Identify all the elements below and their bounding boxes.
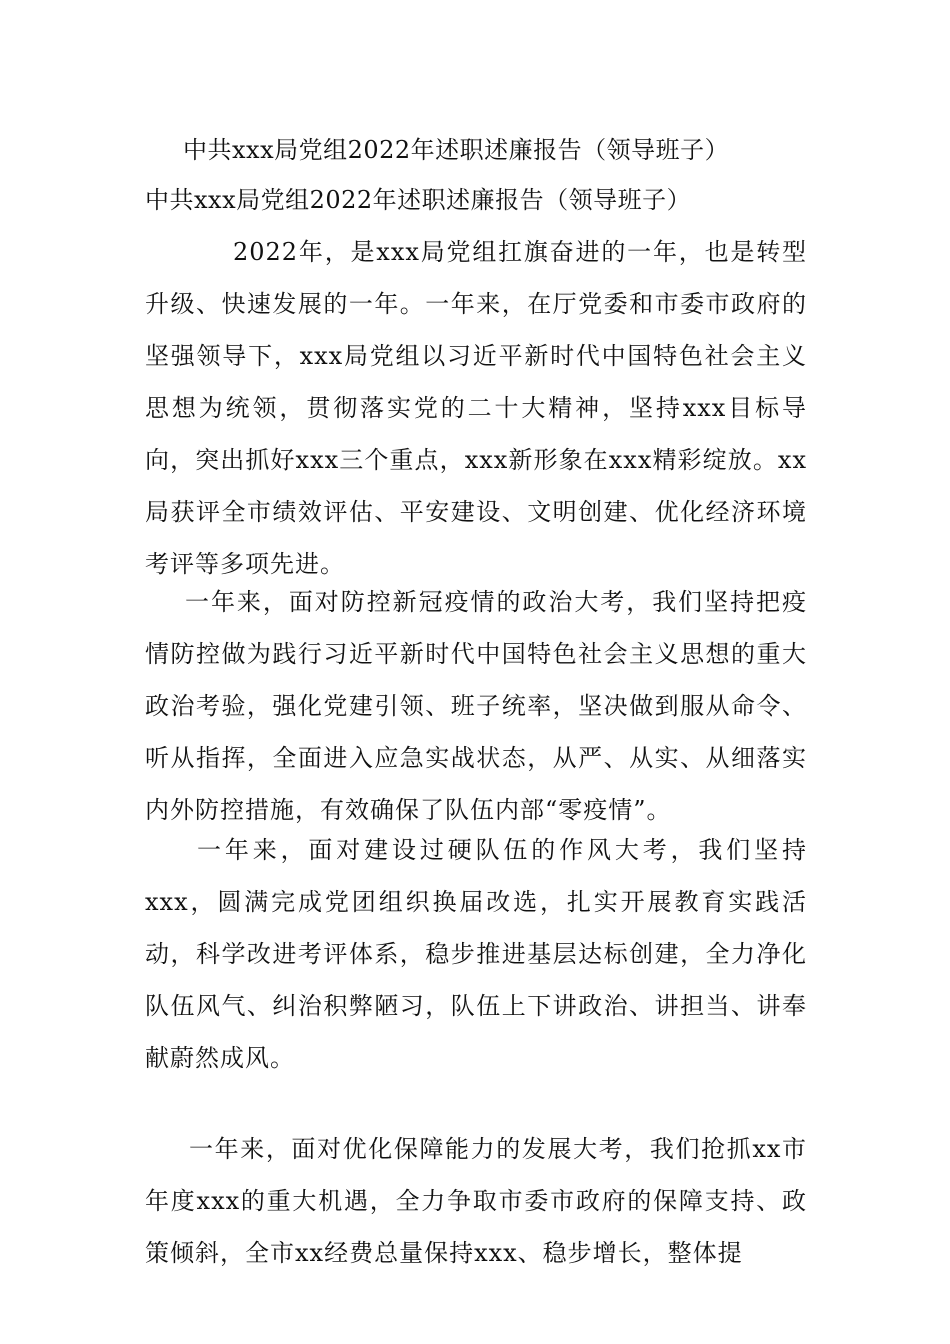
paragraph-support: 一年来，面对优化保障能力的发展大考，我们抢抓xx市年度xxx的重大机遇，全力争取市委市政府的保障支持、政策倾斜，全市xx经费总量保持xxx、稳步增长，整体提	[145, 1135, 807, 1267]
paragraph-intro: 2022年，是xxx局党组扛旗奋进的一年，也是转型升级、快速发展的一年。一年来，在厅党委和市委市政府的坚强领导下，xxx局党组以习近平新时代中国特色社会主义思想为统领，贯彻落实党的二十大精神，坚持xxx目标导向，突出抓好xxx三个重点，xxx新形象在xxx精彩绽放。xx局获评全市绩效评估、平安建设、文明创建、优化经济环境考评等多项先进。	[145, 238, 807, 578]
report-title-repeat: 中共xxx局党组2022年述职述廉报告（领导班子）	[145, 186, 692, 214]
paragraph-team-building: 一年来，面对建设过硬队伍的作风大考，我们坚持xxx，圆满完成党团组织换届改选，扎实开展教育实践活动，科学改进考评体系，稳步推进基层达标创建，全力净化队伍风气、纠治积弊陋习，队伍上下讲政治、讲担当、讲奉献蔚然成风。	[145, 836, 807, 1072]
paragraph-epidemic: 一年来，面对防控新冠疫情的政治大考，我们坚持把疫情防控做为践行习近平新时代中国特色社会主义思想的重大政治考验，强化党建引领、班子统率，坚决做到服从命令、听从指挥，全面进入应急实战状态，从严、从实、从细落实内外防控措施，有效确保了队伍内部“零疫情”。	[145, 588, 807, 824]
report-title: 中共xxx局党组2022年述职述廉报告（领导班子）	[183, 136, 730, 164]
